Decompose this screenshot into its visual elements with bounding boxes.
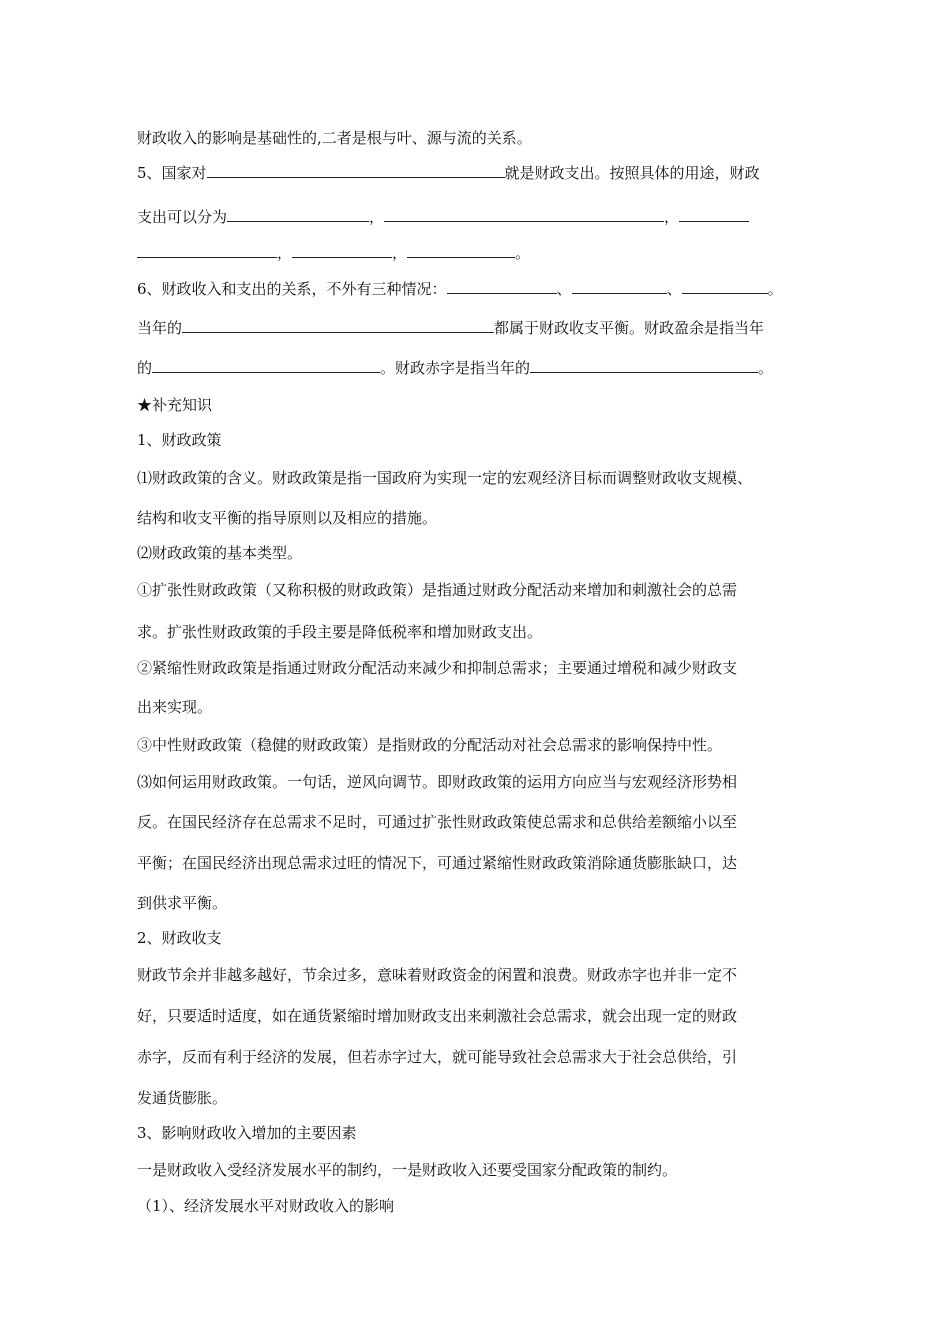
text-line: ①扩张性财政政策（又称积极的财政政策）是指通过财政分配活动来增加和刺激社会的总需 (137, 581, 738, 599)
text-line: 结构和收支平衡的指导原则以及相应的措施。 (137, 509, 438, 527)
answer-blank[interactable] (152, 358, 380, 373)
answer-blank[interactable] (137, 243, 277, 258)
answer-blank[interactable] (572, 279, 667, 294)
answer-blank[interactable] (530, 358, 758, 373)
text-line: 到供求平衡。 (137, 894, 228, 912)
answer-blank[interactable] (207, 163, 505, 178)
fill-in-line: ， ， 。 (137, 243, 530, 263)
text-line: ②紧缩性财政政策是指通过财政分配活动来减少和抑制总需求；主要通过增税和减少财政支 (137, 659, 738, 677)
text-line: ⑴财政政策的含义。财政政策是指一国政府为实现一定的宏观经济目标而调整财政收支规模、 (137, 469, 753, 487)
fill-in-question-5: 5、国家对 就是财政支出。按照具体的用途，财政 (137, 164, 760, 182)
fill-in-line: 支出可以分为 ， ， (137, 207, 749, 227)
subsection-heading: 1、财政政策 (137, 431, 222, 449)
subsection-heading: 3、影响财政收入增加的主要因素 (137, 1124, 357, 1142)
text-line: 求。扩张性财政政策的手段主要是降低税率和增加财政支出。 (137, 623, 543, 641)
text-line: 平衡；在国民经济出现总需求过旺的情况下，可通过紧缩性财政政策消除通货膨胀缺口，达 (137, 854, 738, 872)
answer-blank[interactable] (682, 279, 768, 294)
answer-blank[interactable] (384, 207, 664, 222)
text-line: ⑵财政政策的基本类型。 (137, 544, 303, 562)
answer-blank[interactable] (227, 207, 369, 222)
answer-blank[interactable] (447, 279, 557, 294)
text-line: 一是财政收入受经济发展水平的制约，一是财政收入还要受国家分配政策的制约。 (137, 1161, 678, 1179)
subsection-heading: 2、财政收支 (137, 929, 222, 947)
fill-in-line: 当年的 都属于财政收支平衡。财政盈余是指当年 (137, 319, 765, 337)
text-line: 好，只要适时适度，如在通货紧缩时增加财政支出来刺激社会总需求，就会出现一定的财政 (137, 1007, 738, 1025)
text-line: 出来实现。 (137, 698, 213, 716)
text-line: ③中性财政政策（稳健的财政政策）是指财政的分配活动对社会总需求的影响保持中性。 (137, 736, 723, 754)
text-line: 反。在国民经济存在总需求不足时，可通过扩张性财政政策使总需求和总供给差额缩小以至 (137, 813, 738, 831)
answer-blank[interactable] (679, 207, 749, 222)
answer-blank[interactable] (292, 243, 392, 258)
text-line: ⑶如何运用财政政策。一句话，逆风向调节。即财政政策的运用方向应当与宏观经济形势相 (137, 773, 738, 791)
text-line: 财政节余并非越多越好，节余过多，意味着财政资金的闲置和浪费。财政赤字也并非一定不 (137, 966, 738, 984)
fill-in-question-6: 6、财政收入和支出的关系，不外有三种情况： 、 、 。 (137, 280, 783, 298)
text-line: 发通货膨胀。 (137, 1089, 228, 1107)
fill-in-line: 的 。财政赤字是指当年的 。 (137, 359, 774, 377)
answer-blank[interactable] (407, 243, 515, 258)
text-line: 财政收入的影响是基础性的,二者是根与叶、源与流的关系。 (137, 129, 532, 147)
text-line: 赤字，反而有利于经济的发展，但若赤字过大，就可能导致社会总需求大于社会总供给，引 (137, 1048, 738, 1066)
text-line: （1）、经济发展水平对财政收入的影响 (137, 1197, 395, 1215)
section-heading: ★补充知识 (137, 396, 213, 414)
answer-blank[interactable] (182, 318, 494, 333)
